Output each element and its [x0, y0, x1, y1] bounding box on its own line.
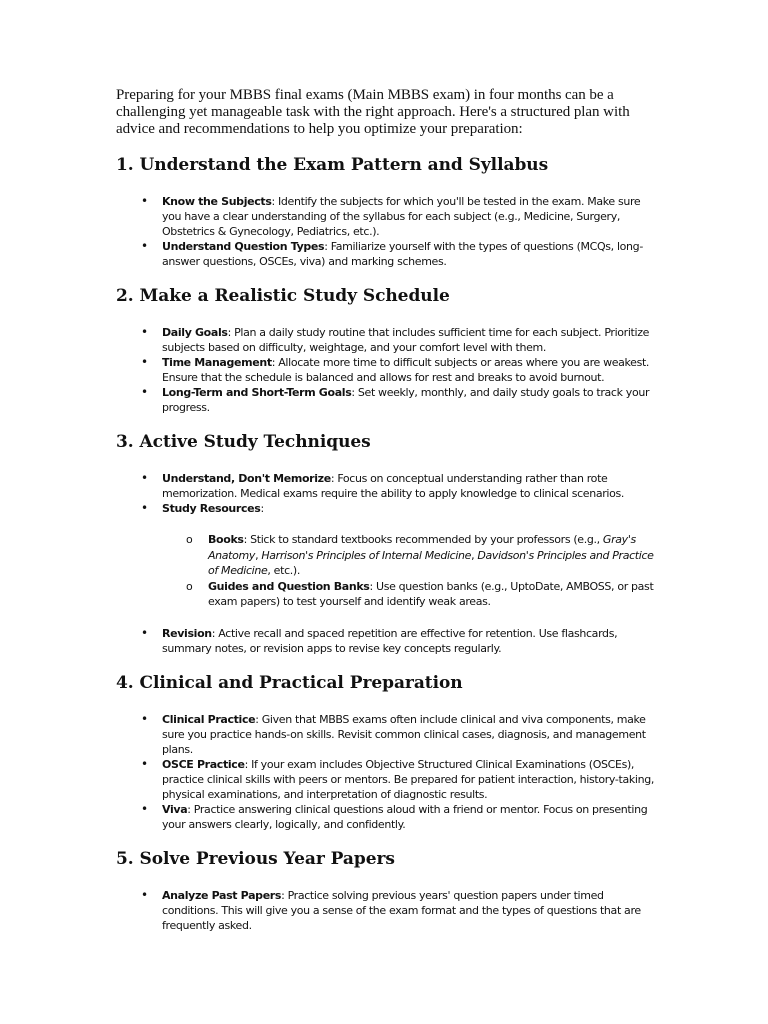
- circle-bullet-icon: o: [186, 579, 193, 593]
- bullet-icon: •: [141, 711, 148, 726]
- list-item: • Revision: Active recall and spaced repetition are effective for retention. Use flashcards, summary notes, or revision apps to revise key concepts regularly.: [141, 625, 618, 655]
- bullet-icon: •: [141, 325, 148, 339]
- bullet-icon: •: [141, 239, 148, 253]
- list-item: • Understand, Don't Memorize: Focus on conceptual understanding rather than rote memorization. Medical exams require the ability to apply knowledge to clinical scenarios.: [141, 471, 624, 500]
- bullet-list: [116, 194, 656, 269]
- list-item: • Know the Subjects: Identify the subjects for which you'll be tested in the exam. Make sure you have a clear understanding of the syllabus for each subject (e.g., Medicine, Surgery, Obstetrics & Gynecology, Pediatrics, etc.).: [141, 194, 641, 238]
- section-heading: 5. Solve Previous Year Papers: [116, 848, 395, 869]
- bullet-list: [116, 626, 656, 656]
- bullet-icon: •: [141, 355, 148, 369]
- sub-list-item: o Books: Stick to standard textbooks recommended by your professors (e.g., Gray's Anatomy, Harrison's Principles of Internal Medicine, Davidson's Principles and Practice of Medicine, etc.).: [186, 533, 654, 577]
- circle-bullet-icon: o: [186, 533, 193, 546]
- section-1: [116, 155, 656, 269]
- document-body: [116, 87, 656, 950]
- section-heading: 3. Active Study Techniques: [116, 432, 371, 452]
- bullet-icon: •: [141, 801, 148, 816]
- bullet-icon: •: [141, 625, 148, 640]
- bullet-icon: •: [141, 194, 148, 208]
- bullet-icon: •: [141, 756, 148, 771]
- sub-list-item: o Guides and Question Banks: Use question banks (e.g., UptoDate, AMBOSS, or past exam papers) to test yourself and identify weak areas.: [186, 579, 654, 608]
- section-heading: 2. Make a Realistic Study Schedule: [116, 286, 450, 306]
- section-5: [116, 849, 656, 933]
- bullet-icon: •: [141, 385, 148, 399]
- section-3: [116, 432, 656, 656]
- list-item: • Understand Question Types: Familiarize yourself with the types of questions (MCQs, long-answer questions, OSCEs, viva) and marking schemes.: [141, 239, 643, 268]
- list-item: • Viva: Practice answering clinical questions aloud with a friend or mentor. Focus on presenting your answers clearly, logically, and confidently.: [141, 801, 648, 831]
- list-item: • Daily Goals: Plan a daily study routine that includes sufficient time for each subject. Prioritize subjects based on difficulty, weightage, and your comfort level with them.: [141, 325, 650, 354]
- bullet-icon: •: [141, 471, 148, 485]
- bullet-list: [116, 888, 656, 933]
- list-item: • Clinical Practice: Given that MBBS exams often include clinical and viva components, make sure you practice hands-on skills. Revisit common clinical cases, diagnosis, and management plans.: [141, 711, 646, 756]
- section-4: [116, 673, 656, 832]
- list-item: • Long-Term and Short-Term Goals: Set weekly, monthly, and daily study goals to track your progress.: [141, 385, 650, 414]
- list-item: • Analyze Past Papers: Practice solving previous years' question papers under timed conditions. This will give you a sense of the exam format and the types of questions that are frequently asked.: [141, 887, 641, 932]
- sub-bullet-list: [116, 532, 656, 610]
- bullet-icon: •: [141, 887, 148, 902]
- bullet-list: [116, 471, 656, 516]
- section-heading: 4. Clinical and Practical Preparation: [116, 672, 463, 693]
- bullet-list: [116, 712, 656, 832]
- section-2: [116, 286, 656, 415]
- list-item: • Time Management: Allocate more time to difficult subjects or areas where you are weakest. Ensure that the schedule is balanced and allows for rest and breaks to avoid burnout.: [141, 355, 650, 384]
- list-item: • Study Resources:: [141, 501, 264, 515]
- bullet-icon: •: [141, 501, 148, 515]
- list-item: • OSCE Practice: If your exam includes Objective Structured Clinical Examinations (OSCEs), practice clinical skills with peers or mentors. Be prepared for patient interaction, history-taking, physical examinations, and interpretation of diagnostic results.: [141, 756, 654, 801]
- bullet-list: [116, 325, 656, 415]
- intro-paragraph: Preparing for your MBBS final exams (Main MBBS exam) in four months can be a challenging yet manageable task with the right approach. Here's a structured plan with advice and recommendations to help you optimize your preparation:: [116, 87, 630, 137]
- section-heading: 1. Understand the Exam Pattern and Syllabus: [116, 155, 549, 175]
